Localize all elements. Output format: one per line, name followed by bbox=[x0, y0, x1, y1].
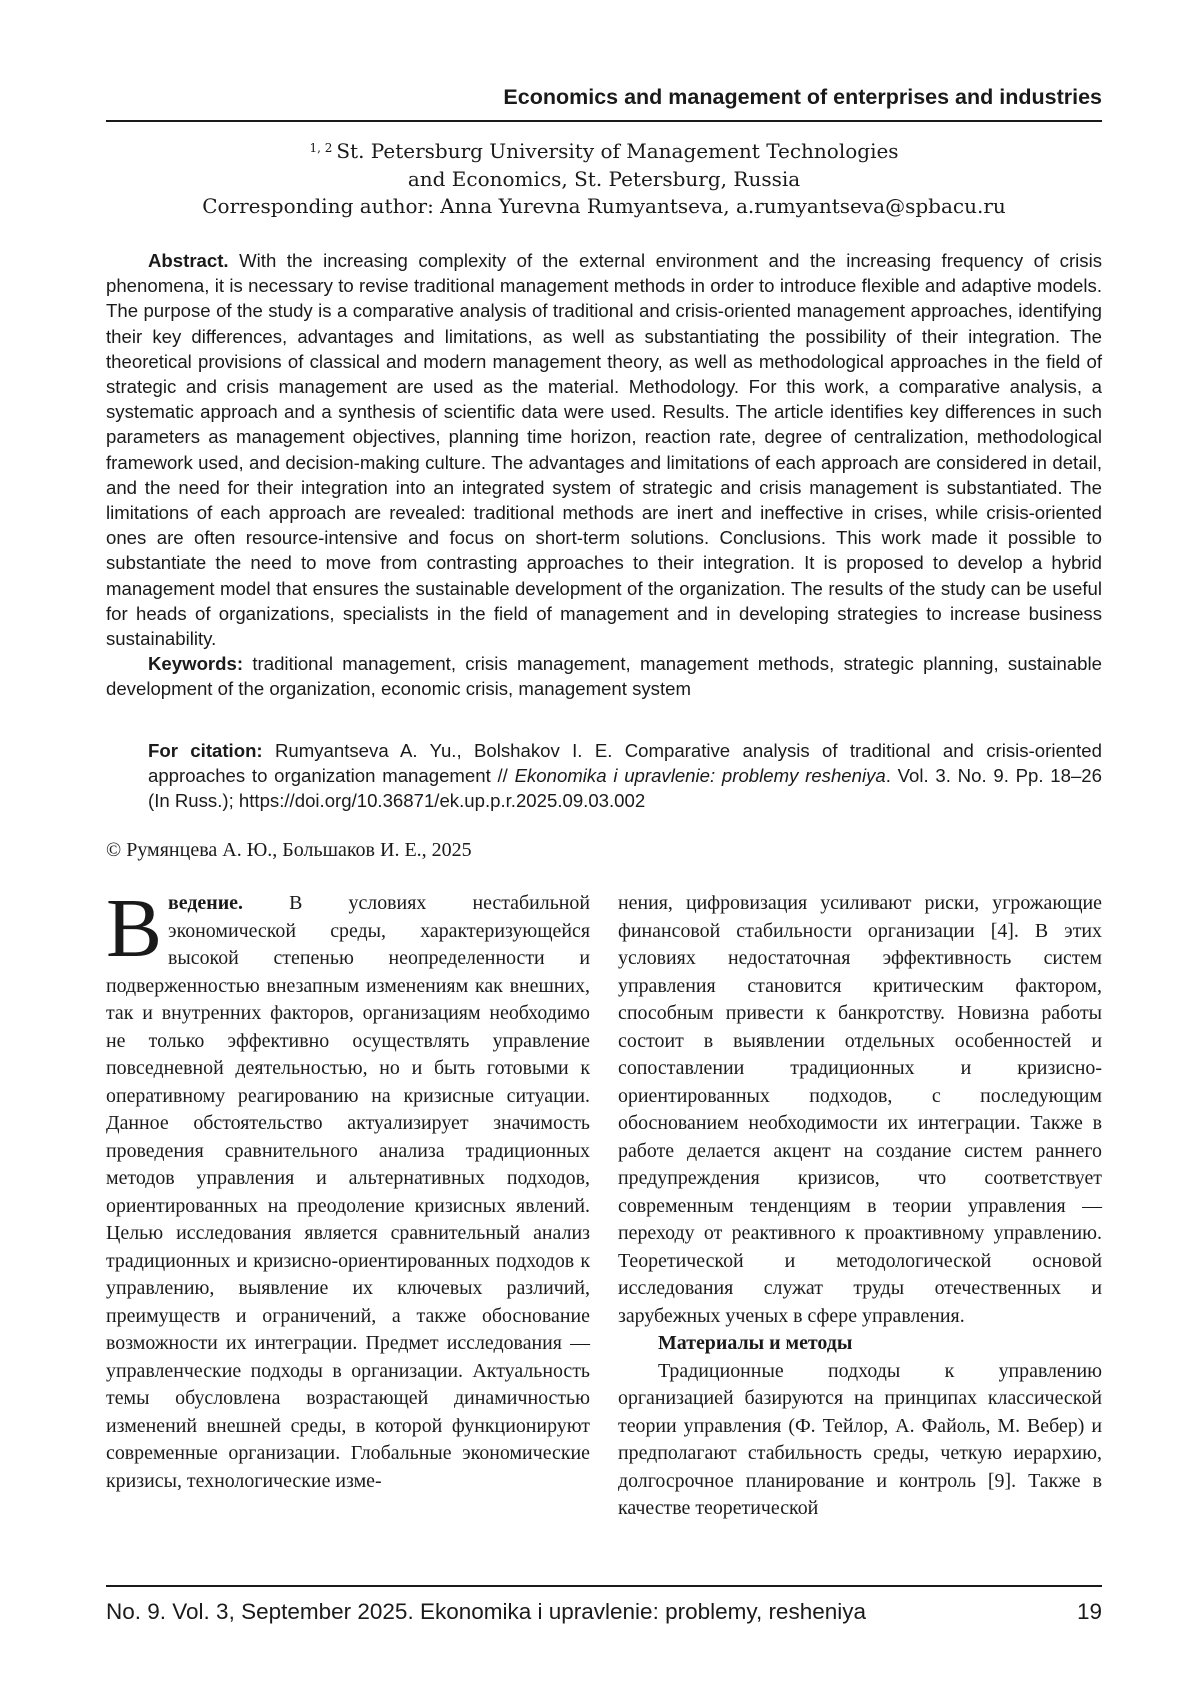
citation-block bbox=[148, 738, 1102, 813]
affiliation-line-1-text: St. Petersburg University of Management Technologies bbox=[336, 139, 899, 163]
abstract-text: With the increasing complexity of the external environment and the increasing frequency of crisis phenomena, it is necessary to revise traditional management methods in order to introduce flexible and adaptive models. The purpose of the study is a comparative analysis of traditional and crisis-oriented management approaches, identifying their key differences, advantages and limitations, as well as substantiating the possibility of their integration. The theoretical provisions of classical and modern management theory, as well as methodological approaches in the field of strategic and crisis management are used as the material. Methodology. For this work, a comparative analysis, a systematic approach and a synthesis of scientific data were used. Results. The article identifies key differences in such parameters as management objectives, planning time horizon, reaction rate, degree of centralization, methodological framework used, and decision-making culture. The advantages and limitations of each approach are considered in detail, and the need for their integration into an integrated system of strategic and crisis management is substantiated. The limitations of each approach are revealed: traditional methods are inert and ineffective in crises, while crisis-oriented ones are often resource-intensive and focus on short-term solutions. Conclusions. This work made it possible to substantiate the need to move from contrasting approaches to their integration. It is proposed to develop a hybrid management model that ensures the sustainable development of the organization. The results of the study can be useful for heads of organizations, specialists in the field of management and in developing strategies to increase business sustainability. bbox=[106, 250, 1103, 650]
body-left-column bbox=[106, 882, 590, 1495]
affiliation-superscript: 1, 2 bbox=[309, 141, 333, 155]
header-divider bbox=[106, 120, 1102, 122]
methods-paragraph: Традиционные подходы к управлению организацией базируются на принципах классической теории управления (Ф. Тейлор, А. Файоль, М. Вебер) и предполагают стабильность среды, четкую иерархию, долгосрочное планирование и контроль [9]. Также в качестве теоретической bbox=[618, 1359, 1102, 1519]
drop-cap: В bbox=[106, 882, 163, 975]
body-right-column bbox=[618, 890, 1102, 1523]
corresponding-author: Corresponding author: Anna Yurevna Rumyantseva, a.rumyantseva@spbacu.ru bbox=[202, 194, 1006, 218]
intro-paragraph bbox=[106, 882, 590, 1495]
section-heading-materials-methods: Материалы и методы bbox=[658, 1332, 853, 1354]
intro-lead-word: ведение. bbox=[168, 892, 243, 914]
citation-authors-title: Rumyantseva A. Yu., Bolshakov I. E. Comparative analysis of traditional and crisis-oriented approaches to organization management // bbox=[148, 740, 1102, 786]
affiliation-line-1 bbox=[106, 138, 1102, 166]
citation-journal: Ekonomika i upravlenie: problemy resheniya bbox=[514, 765, 886, 786]
abstract-label: Abstract. bbox=[148, 250, 229, 271]
affiliation-line-2: and Economics, St. Petersburg, Russia bbox=[407, 166, 801, 191]
section-header-title: Economics and management of enterprises and industries bbox=[503, 85, 1102, 109]
copyright-line: © Румянцева А. Ю., Большаков И. Е., 2025 bbox=[106, 839, 472, 861]
citation-label: For citation: bbox=[148, 740, 263, 761]
keywords-text: traditional management, crisis management, management methods, strategic planning, sustainable development of the organization, economic crisis, management system bbox=[106, 653, 1102, 700]
keywords-label: Keywords: bbox=[148, 653, 244, 675]
keywords-paragraph bbox=[106, 651, 1102, 701]
footer-issue-line: No. 9. Vol. 3, September 2025. Ekonomika i upravlenie: problemy, resheniya bbox=[106, 1599, 867, 1624]
intro-text: В условиях нестабильной экономической среды, характеризующейся высокой степенью неопределенности и подверженностью внезапным изменениям как внешних, так и внутренних факторов, организациям необходимо не только эффективно осуществлять управление повседневной деятельностью, но и быть готовыми к оперативному реагированию на кризисные ситуации. Данное обстоятельство актуализирует значимость проведения сравнительного анализа традиционных методов управления и альтернативных подходов, ориентированных на преодоление кризисных явлений. Целью исследования является сравнительный анализ традиционных и кризисно-ориентированных подходов к управлению, выявление их ключевых различий, преимуществ и ограничений, а также обоснование возможности их интеграции. Предмет исследования — управленческие подходы в организации. Актуальность темы обусловлена возрастающей динамичностью изменений внешней среды, в которой функционируют современные организации. Глобальные экономические кризисы, технологические изме- bbox=[106, 892, 590, 1492]
citation-details: . Vol. 3. No. 9. Pp. 18–26 (In Russ.); https://doi.org/10.36871/ek.up.p.r.2025.09.03.002 bbox=[148, 765, 1102, 811]
affiliation-block bbox=[106, 138, 1102, 221]
page-number: 19 bbox=[1076, 1599, 1102, 1624]
abstract-paragraph bbox=[106, 248, 1102, 651]
abstract-block bbox=[106, 248, 1102, 702]
intro-continuation: нения, цифровизация усиливают риски, угрожающие финансовой стабильности организации [4]. В этих условиях недостаточная эффективность систем управления становится критическим фактором, способным привести к банкротству. Новизна работы состоит в выявлении отдельных особенностей и сопоставлении традиционных и кризисно-ориентированных подходов, с последующим обоснованием необходимости их интеграции. Также в работе делается акцент на создание систем раннего предупреждения кризисов, что соответствует современным тенденциям в теории управления — переходу от реактивного к проактивному управлению. Теоретической и методологической основой исследования служат труды отечественных и зарубежных ученых в сфере управления. bbox=[618, 892, 1102, 1327]
footer-divider bbox=[106, 1585, 1102, 1587]
